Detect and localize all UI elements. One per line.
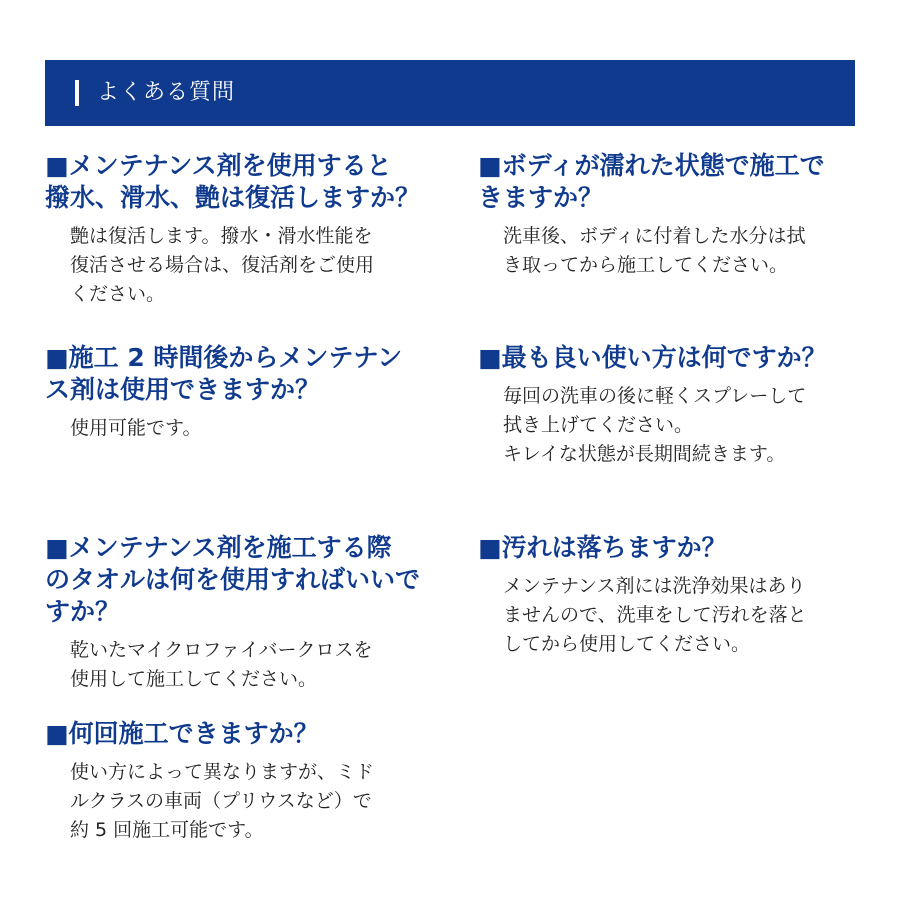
faq-item (45, 342, 425, 443)
faq-question: ■何回施工できますか？ (45, 719, 319, 748)
faq-answer: 洗車後、ボディに付着した水分は拭 き取ってから施工してください。 (503, 225, 806, 276)
faq-answer: 艶は復活します。撥水・滑水性能を 復活させる場合は、復活剤をご使用 ください。 (70, 225, 375, 305)
faq-header (45, 60, 855, 126)
faq-item (45, 532, 425, 694)
faq-question: ■ボディが濡れた状態で施工で きますか？ (478, 151, 825, 212)
faq-question: ■メンテナンス剤を使用すると 撥水、滑水、艶は復活しますか？ (45, 151, 421, 212)
header-accent-bar (75, 80, 79, 106)
faq-question: ■施工 2 時間後からメンテナン ス剤は使用できますか？ (45, 343, 403, 404)
faq-item (478, 342, 858, 469)
faq-answer: 使用可能です。 (70, 417, 202, 439)
faq-item (478, 532, 858, 659)
faq-answer: 毎回の洗車の後に軽くスプレーして 拭き上げてください。 キレイな状態が長期間続きます。 (503, 385, 807, 465)
faq-item (45, 718, 425, 845)
faq-question: ■最も良い使い方は何ですか？ (478, 343, 827, 372)
faq-item (478, 150, 858, 280)
faq-answer: メンテナンス剤には洗浄効果はあり ませんので、洗車をして汚れを落と してから使用してください。 (503, 575, 807, 655)
faq-item (45, 150, 425, 309)
faq-question: ■汚れは落ちますか？ (478, 533, 727, 562)
faq-question: ■メンテナンス剤を施工する際 のタオルは何を使用すればいいで すか？ (45, 533, 421, 626)
faq-answer: 使い方によって異なりますが、ミド ルクラスの車両（プリウスなど）で 約 5 回施工可能です。 (70, 761, 375, 841)
faq-answer: 乾いたマイクロファイバークロスを 使用して施工してください。 (70, 639, 373, 690)
page-title: よくある質問 (97, 80, 236, 105)
